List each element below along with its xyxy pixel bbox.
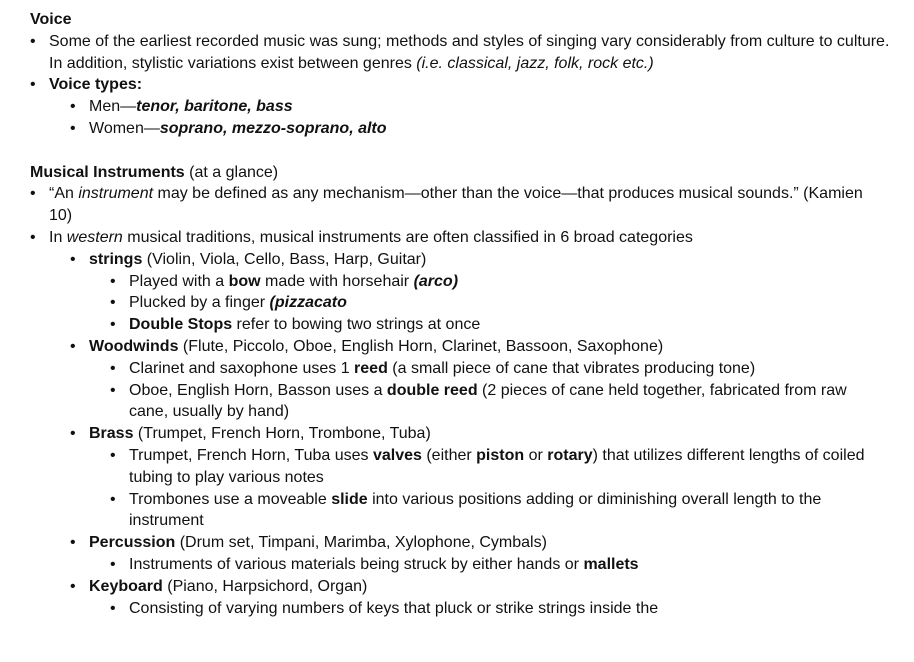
- voice-intro-text: Some of the earliest recorded music was sung; methods and styles of singing vary considerably from culture to culture. In addition, stylistic variations exist between genres: [49, 32, 890, 72]
- list-item: [70, 118, 890, 140]
- detail-bold: piston: [476, 446, 525, 464]
- list-item: [110, 380, 890, 424]
- brass-name: Brass: [89, 425, 134, 443]
- detail-text: Consisting of varying numbers of keys that pluck or strike strings inside the: [129, 599, 659, 617]
- category-percussion: [70, 532, 890, 576]
- men-label: Men—: [89, 98, 137, 116]
- detail-text: Trumpet, French Horn, Tuba uses: [129, 446, 373, 464]
- detail-text: Played with a: [129, 272, 229, 290]
- detail-bold: bow: [228, 272, 261, 290]
- percussion-name: Percussion: [89, 534, 176, 552]
- list-item: [70, 96, 890, 118]
- woodwinds-name: Woodwinds: [89, 337, 179, 355]
- detail-text: into various positions adding or diminishing overall length to the instrument: [129, 490, 822, 530]
- voice-list: [30, 31, 890, 140]
- woodwinds-examples: (Flute, Piccolo, Oboe, English Horn, Clarinet, Bassoon, Saxophone): [178, 337, 664, 355]
- women-label: Women—: [89, 119, 160, 137]
- list-item: [110, 445, 890, 489]
- list-item: [110, 489, 890, 533]
- detail-text: Trombones use a moveable: [129, 490, 332, 508]
- detail-bold: valves: [372, 446, 422, 464]
- percussion-examples: (Drum set, Timpani, Marimba, Xylophone, Cymbals): [175, 534, 547, 552]
- detail-bold: reed: [354, 359, 388, 377]
- detail-bold: Double Stops: [129, 316, 233, 334]
- list-item: [30, 31, 890, 75]
- detail-text: made with horsehair: [260, 272, 414, 290]
- keyboard-name: Keyboard: [89, 577, 163, 595]
- quote-open: “An: [49, 185, 79, 203]
- list-item: [30, 183, 890, 227]
- detail-text: refer to bowing two strings at once: [232, 316, 481, 334]
- instruments-heading-line: [30, 162, 890, 184]
- document-page: [30, 9, 890, 619]
- list-item: [110, 598, 890, 620]
- detail-bold: slide: [331, 490, 368, 508]
- detail-bold-italic: (arco): [413, 272, 459, 290]
- category-keyboard: [70, 576, 890, 620]
- detail-bold: double reed: [386, 381, 478, 399]
- category-woodwinds: [70, 336, 890, 423]
- keyboard-details: [110, 598, 890, 620]
- strings-name: strings: [89, 250, 143, 268]
- detail-text: (either: [421, 446, 477, 464]
- brass-examples: (Trumpet, French Horn, Trombone, Tuba): [133, 425, 431, 443]
- instruments-heading: Musical Instruments: [30, 163, 185, 181]
- brass-details: [110, 445, 890, 532]
- instruments-heading-suffix: (at a glance): [184, 163, 279, 181]
- list-item: [110, 314, 890, 336]
- western-italic: western: [66, 228, 123, 246]
- detail-bold: rotary: [547, 446, 593, 464]
- list-item: [110, 271, 890, 293]
- section-spacer: [30, 140, 890, 162]
- detail-text: Instruments of various materials being struck by either hands or: [129, 555, 584, 573]
- detail-text: (a small piece of cane that vibrates producing tone): [387, 359, 756, 377]
- voice-genres-italic: (i.e. classical, jazz, folk, rock etc.): [416, 54, 654, 72]
- detail-text: Plucked by a finger: [129, 294, 270, 312]
- voice-types-list: [70, 96, 890, 140]
- detail-bold: mallets: [583, 555, 639, 573]
- keyboard-examples: (Piano, Harpsichord, Organ): [162, 577, 368, 595]
- list-item: [110, 358, 890, 380]
- detail-text: (2 pieces of cane held together, fabricated from raw cane, usually by hand): [129, 381, 847, 421]
- strings-examples: (Violin, Viola, Cello, Bass, Harp, Guitar): [142, 250, 427, 268]
- men-voices: tenor, baritone, bass: [136, 98, 293, 116]
- percussion-details: [110, 554, 890, 576]
- western-pre: In: [49, 228, 67, 246]
- list-item: [110, 554, 890, 576]
- categories-list: [70, 249, 890, 620]
- detail-text: ) that utilizes different lengths of coiled tubing to play various notes: [129, 446, 865, 486]
- woodwinds-details: [110, 358, 890, 423]
- category-brass: [70, 423, 890, 532]
- detail-text: or: [524, 446, 548, 464]
- detail-text: Clarinet and saxophone uses 1: [129, 359, 355, 377]
- strings-details: [110, 271, 890, 336]
- western-rest: musical traditions, musical instruments are often classified in 6 broad categories: [122, 228, 693, 246]
- women-voices: soprano, mezzo-soprano, alto: [159, 119, 387, 137]
- quote-italic: instrument: [78, 185, 154, 203]
- quote-rest: may be defined as any mechanism—other than the voice—that produces musical sounds.” (Kamien 10): [49, 185, 863, 225]
- list-item: [110, 292, 890, 314]
- instruments-list: [30, 183, 890, 619]
- voice-heading: Voice: [30, 11, 72, 28]
- list-item: [30, 227, 890, 619]
- detail-text: Oboe, English Horn, Basson uses a: [129, 381, 387, 399]
- voice-types-label: Voice types:: [49, 76, 143, 94]
- category-strings: [70, 249, 890, 336]
- list-item: [30, 74, 890, 139]
- detail-bold-italic: (pizzacato: [269, 294, 347, 312]
